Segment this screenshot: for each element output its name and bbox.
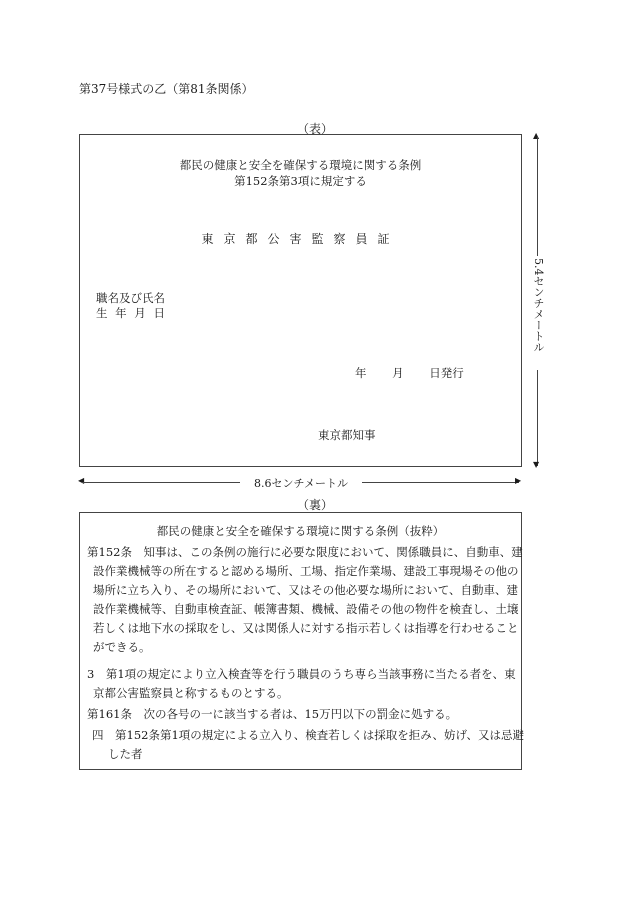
issued-date-label: 年 月 日発行 [355,366,464,380]
article-152-clause-3: 3 第1項の規定により立入検査等を行う職員のうち専ら当該事務に当たる者を、東京都公害監察員と称するものとする。 [87,667,516,700]
face-label: （表） [296,122,333,136]
height-dimension-line-bottom [537,370,538,466]
back-title: 都民の健康と安全を確保する環境に関する条例（抜粋） [156,524,445,538]
width-dimension-line-left [82,482,240,483]
id-card-back [79,512,522,770]
ordinance-title: 都民の健康と安全を確保する環境に関する条例 [179,158,422,172]
form-title: 第37号様式の乙（第81条関係） [79,82,254,96]
arrow-right-icon: ▶ [515,476,522,485]
arrow-left-icon: ◀ [78,476,85,485]
arrow-up-icon: ▲ [533,131,540,140]
name-label: 職名及び氏名 [96,291,165,305]
height-dimension-line-top [537,136,538,256]
article-161-item-4: 四 第152条第1項の規定による立入り、検査若しくは採取を拒み、妨げ、又は忌避した者 [92,728,524,761]
arrow-down-icon: ▼ [533,460,540,469]
back-label: （裏） [296,498,333,512]
birthdate-label: 生 年 月 日 [96,306,165,320]
height-dimension-label: 5.4センチメートル [532,258,545,353]
article-161-paragraph: 第161条 次の各号の一に該当する者は、15万円以下の罰金に処する。 [87,707,458,721]
ordinance-article: 第152条第3項に規定する [234,174,367,188]
article-152-paragraph: 第152条 知事は、この条例の施行に必要な限度において、関係職員に、自動車、建設作業機械等の所在すると認める場所、工場、指定作業場、建設工事現場その他の場所に立ち入り、その場所において、又はその他必要な場所において、自動車、建設作業機械等、自動車検査証、帳簿書類、機械、設備その他の物件を検査し、土壌若しくは地下水の採取をし、又は関係人に対する指示若しくは指導を行わせることができる。 [87,545,523,654]
card-heading: 東京都公害監察員証 [201,232,400,246]
id-card-front [79,134,522,467]
issuer-label: 東京都知事 [318,428,376,442]
width-dimension-line-right [362,482,519,483]
width-dimension-label: 8.6センチメートル [253,477,349,490]
